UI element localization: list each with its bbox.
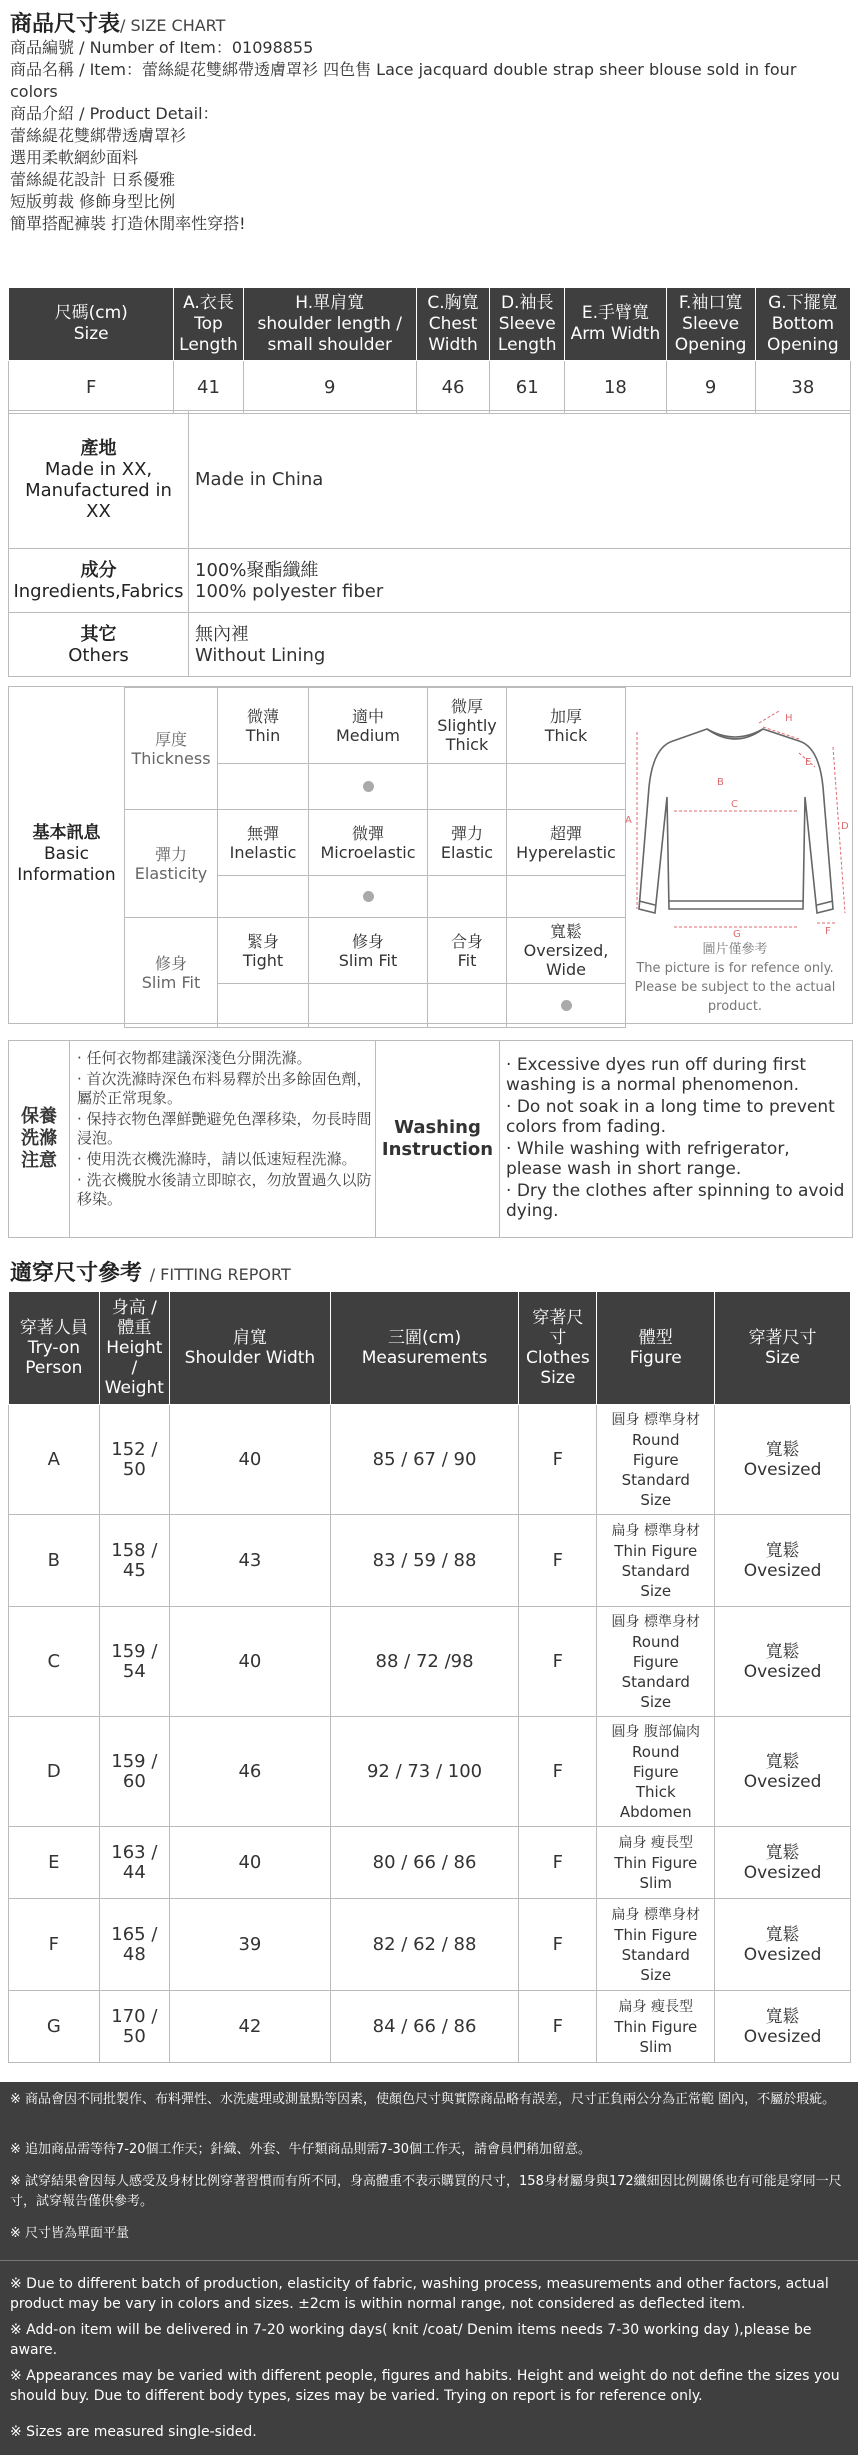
person-cell: C <box>9 1607 100 1717</box>
shoulder-cell: 40 <box>170 1405 331 1515</box>
height-weight-cell: 158 / 45 <box>99 1515 169 1607</box>
measurements-cell: 82 / 62 / 88 <box>330 1899 518 1991</box>
fitting-row <box>9 1515 851 1607</box>
fitting-header <box>9 1292 851 1405</box>
measurements-cell: 92 / 73 / 100 <box>330 1717 518 1827</box>
selected-dot <box>561 1000 572 1011</box>
fit-size-cell: 寬鬆 Ovesized <box>715 1717 851 1827</box>
col-chest: C.胸寬 Chest Width <box>416 288 489 361</box>
size-cell: 41 <box>174 361 243 414</box>
person-cell: E <box>9 1827 100 1899</box>
person-cell: F <box>9 1899 100 1991</box>
basic-info-title: 基本訊息 Basic Information <box>17 823 116 885</box>
figure-cell: 扁身 標準身材 Thin Figure Standard Size <box>597 1899 715 1991</box>
washing-list-en <box>506 1055 846 1223</box>
option-thick: 加厚 Thick <box>507 688 626 764</box>
height-weight-cell: 152 / 50 <box>99 1405 169 1515</box>
shoulder-cell: 39 <box>170 1899 331 1991</box>
note-en: ※ Appearances may be varied with different people, figures and habits. Height and weight do not define the sizes you should buy. Due to different body types, sizes may be varied. Trying on report is for reference only. <box>10 2368 840 2404</box>
col-person: 穿著人員 Try-on Person <box>9 1292 100 1405</box>
origin-row <box>9 411 851 549</box>
shoulder-cell: 42 <box>170 1991 331 2063</box>
fitting-row <box>9 1405 851 1515</box>
detail-line: 蕾絲緹花雙綁帶透膚罩衫 <box>10 126 187 145</box>
option-elastic: 彈力 Elastic <box>428 810 507 876</box>
thickness-options <box>125 688 626 764</box>
selected-dot <box>363 891 374 902</box>
diagram-label-f: F <box>825 926 831 937</box>
note-en: ※ Sizes are measured single-sided. <box>10 2424 257 2440</box>
col-fit-size: 穿著尺寸 Size <box>715 1292 851 1405</box>
note-en: ※ Due to different batch of production, elasticity of fabric, washing process, measurements and other factors, actual product may be vary in colors and sizes. ±2cm is within normal range, not considered as deflected item. <box>10 2276 829 2312</box>
option-tight: 緊身 Tight <box>218 918 309 984</box>
product-info-table <box>8 410 851 677</box>
option-microelastic: 微彈 Microelastic <box>309 810 428 876</box>
height-weight-cell: 170 / 50 <box>99 1991 169 2063</box>
fit-size-cell: 寬鬆 Ovesized <box>715 1899 851 1991</box>
clothes-size-cell: F <box>519 1717 597 1827</box>
basic-info-table <box>124 687 626 1028</box>
product-header <box>0 0 858 235</box>
size-cell: 46 <box>416 361 489 414</box>
item-name: 商品名稱 / Item：蕾絲緹花雙綁帶透膚罩衫 四色售 Lace jacquard double strap sheer blouse sold in four colors <box>10 60 797 101</box>
clothes-size-cell: F <box>519 1607 597 1717</box>
figure-cell: 圓身 標準身材 Round Figure Standard Size <box>597 1405 715 1515</box>
note-zh: ※ 尺寸皆為單面平量 <box>10 2226 130 2241</box>
col-sleeve-opening: F.袖口寬 Sleeve Opening <box>666 288 755 361</box>
origin-value: Made in China <box>189 411 851 549</box>
person-cell: B <box>9 1515 100 1607</box>
size-table <box>8 287 851 414</box>
option-fit: 合身 Fit <box>428 918 507 984</box>
size-cell: 38 <box>755 361 850 414</box>
diagram-label-c: C <box>731 799 738 810</box>
option-medium: 適中 Medium <box>309 688 428 764</box>
height-weight-cell: 165 / 48 <box>99 1899 169 1991</box>
height-weight-cell: 163 / 44 <box>99 1827 169 1899</box>
diagram-label-a: A <box>625 815 632 826</box>
col-height-weight: 身高 / 體重 Height / Weight <box>99 1292 169 1405</box>
measurements-cell: 80 / 66 / 86 <box>330 1827 518 1899</box>
size-chart-title-en: / SIZE CHART <box>120 16 226 35</box>
note-zh: ※ 試穿結果會因每人感受及身材比例穿著習慣而有所不同，身高體重不表示購買的尺寸，158身材屬身與172纖細因比例關係也有可能是穿同一尺寸，試穿報告僅供參考。 <box>10 2174 842 2209</box>
clothes-size-cell: F <box>519 1515 597 1607</box>
fitting-row <box>9 1607 851 1717</box>
fit-size-cell: 寬鬆 Ovesized <box>715 1405 851 1515</box>
figure-cell: 圓身 腹部偏肉 Round Figure Thick Abdomen <box>597 1717 715 1827</box>
notes-divider <box>0 2260 858 2261</box>
fit-size-cell: 寬鬆 Ovesized <box>715 1991 851 2063</box>
thickness-label: 厚度 Thickness <box>125 688 218 810</box>
washing-section <box>8 1040 853 1238</box>
detail-line: 簡單搭配褲裝 打造休閒率性穿搭! <box>10 214 246 233</box>
col-figure: 體型 Figure <box>597 1292 715 1405</box>
col-sleeve-length: D.袖長 Sleeve Length <box>490 288 565 361</box>
washing-item: · 洗衣機脫水後請立即晾衣，勿放置過久以防移染。 <box>77 1171 372 1208</box>
washing-title-en: Washing Instruction <box>375 1041 500 1237</box>
fit-options <box>125 918 626 984</box>
size-cell: 61 <box>490 361 565 414</box>
item-number: 商品編號 / Number of Item：01098855 <box>10 38 314 57</box>
shoulder-cell: 46 <box>170 1717 331 1827</box>
diagram-label-e: E <box>805 757 812 768</box>
notes-footer <box>0 2082 858 2455</box>
option-oversized: 寬鬆 Oversized, Wide <box>507 918 626 984</box>
fit-size-cell: 寬鬆 Ovesized <box>715 1607 851 1717</box>
washing-item: · 任何衣物都建議深淺色分開洗滌。 <box>77 1049 312 1067</box>
size-cell: 9 <box>666 361 755 414</box>
option-hyperelastic: 超彈 Hyperelastic <box>507 810 626 876</box>
col-top-length: A.衣長 Top Length <box>174 288 243 361</box>
washing-item: · 使用洗衣機洗滌時，請以低速短程洗滌。 <box>77 1150 357 1168</box>
detail-line: 選用柔軟網紗面料 <box>10 148 139 167</box>
clothes-size-cell: F <box>519 1991 597 2063</box>
person-cell: D <box>9 1717 100 1827</box>
size-chart-title: 商品尺寸表 <box>10 12 121 37</box>
basic-info-section <box>8 686 853 1024</box>
figure-cell: 圓身 標準身材 Round Figure Standard Size <box>597 1607 715 1717</box>
washing-title-zh: 保養 洗滌 注意 <box>9 1041 70 1237</box>
product-detail-title: 商品介紹 / Product Detail： <box>10 104 219 123</box>
shoulder-cell: 43 <box>170 1515 331 1607</box>
col-arm-width: E.手臂寬 Arm Width <box>565 288 666 361</box>
fitting-report-title: 適穿尺寸參考 / FITTING REPORT <box>10 1261 291 1286</box>
col-shoulder: H.單肩寬 shoulder length / small shoulder <box>243 288 416 361</box>
size-cell: 9 <box>243 361 416 414</box>
fitting-row <box>9 1827 851 1899</box>
fitting-row <box>9 1717 851 1827</box>
elasticity-options <box>125 810 626 876</box>
size-cell: F <box>9 361 174 414</box>
fit-size-cell: 寬鬆 Ovesized <box>715 1515 851 1607</box>
option-slim-fit: 修身 Slim Fit <box>309 918 428 984</box>
others-row <box>9 613 851 677</box>
origin-label: 產地 Made in XX, Manufactured in XX <box>9 411 189 549</box>
col-size: 尺碼(cm) Size <box>9 288 174 361</box>
selected-dot <box>363 781 374 792</box>
fitting-table <box>8 1291 851 2063</box>
washing-item: · 首次洗滌時深色布料易釋於出多餘固色劑，屬於正常現象。 <box>77 1070 372 1107</box>
note-zh: ※ 商品會因不同批製作、布料彈性、水洗處理或測量點等因素，使顏色尺寸與實際商品略有誤差，尺寸正負兩公分為正常範 圍內，不屬於瑕疵。 <box>10 2092 836 2107</box>
diagram-label-g: G <box>733 929 741 940</box>
ingredients-label: 成分 Ingredients,Fabrics <box>9 549 189 613</box>
others-label: 其它 Others <box>9 613 189 677</box>
clothes-size-cell: F <box>519 1899 597 1991</box>
diagram-label-d: D <box>841 821 849 832</box>
diagram-caption: 圖片僅參考 The picture is for refence only. Please be subject to the actual product. <box>634 942 836 1014</box>
height-weight-cell: 159 / 60 <box>99 1717 169 1827</box>
washing-list-zh <box>77 1049 377 1211</box>
size-cell: 18 <box>565 361 666 414</box>
washing-item: · Dry the clothes after spinning to avoid dying. <box>506 1181 845 1221</box>
col-shoulder-width: 肩寬 Shoulder Width <box>170 1292 331 1405</box>
sweater-outline <box>639 729 833 913</box>
ingredients-row <box>9 549 851 613</box>
person-cell: A <box>9 1405 100 1515</box>
size-row <box>9 361 851 414</box>
slim-fit-label: 修身 Slim Fit <box>125 918 218 1028</box>
elasticity-label: 彈力 Elasticity <box>125 810 218 918</box>
measurements-cell: 85 / 67 / 90 <box>330 1405 518 1515</box>
measurements-cell: 83 / 59 / 88 <box>330 1515 518 1607</box>
detail-line: 短版剪裁 修飾身型比例 <box>10 192 176 211</box>
measurements-cell: 88 / 72 /98 <box>330 1607 518 1717</box>
figure-cell: 扁身 瘦長型 Thin Figure Slim <box>597 1827 715 1899</box>
diagram-label-h: H <box>785 713 793 724</box>
fitting-row <box>9 1991 851 2063</box>
fit-size-cell: 寬鬆 Ovesized <box>715 1827 851 1899</box>
option-thin: 微薄 Thin <box>218 688 309 764</box>
washing-item: · While washing with refrigerator, please wash in short range. <box>506 1139 790 1179</box>
clothes-size-cell: F <box>519 1827 597 1899</box>
ingredients-value: 100%聚酯纖維 100% polyester fiber <box>189 549 851 613</box>
figure-cell: 扁身 瘦長型 Thin Figure Slim <box>597 1991 715 2063</box>
option-slightly-thick: 微厚 Slightly Thick <box>428 688 507 764</box>
diagram-label-b: B <box>717 777 724 788</box>
note-zh: ※ 追加商品需等待7-20個工作天；針織、外套、牛仔類商品則需7-30個工作天，請會員們稍加留意。 <box>10 2142 592 2157</box>
others-value: 無內裡 Without Lining <box>189 613 851 677</box>
person-cell: G <box>9 1991 100 2063</box>
clothes-size-cell: F <box>519 1405 597 1515</box>
shoulder-cell: 40 <box>170 1607 331 1717</box>
col-clothes-size: 穿著尺 寸 Clothes Size <box>519 1292 597 1405</box>
option-inelastic: 無彈 Inelastic <box>218 810 309 876</box>
detail-line: 蕾絲緹花設計 日系優雅 <box>10 170 176 189</box>
note-en: ※ Add-on item will be delivered in 7-20 working days( knit /coat/ Denim items needs 7-30 working day ),please be aware. <box>10 2322 812 2358</box>
fitting-row <box>9 1899 851 1991</box>
washing-item: · 保持衣物色澤鮮艷避免色澤移染，勿長時間浸泡。 <box>77 1110 372 1147</box>
col-bottom-opening: G.下擺寬 Bottom Opening <box>755 288 850 361</box>
measurements-cell: 84 / 66 / 86 <box>330 1991 518 2063</box>
washing-item: · Do not soak in a long time to prevent colors from fading. <box>506 1097 835 1137</box>
washing-item: · Excessive dyes run off during first washing is a normal phenomenon. <box>506 1055 806 1095</box>
shoulder-cell: 40 <box>170 1827 331 1899</box>
figure-cell: 扁身 標準身材 Thin Figure Standard Size <box>597 1515 715 1607</box>
height-weight-cell: 159 / 54 <box>99 1607 169 1717</box>
col-measurements: 三圍(cm) Measurements <box>330 1292 518 1405</box>
size-table-header <box>9 288 851 361</box>
